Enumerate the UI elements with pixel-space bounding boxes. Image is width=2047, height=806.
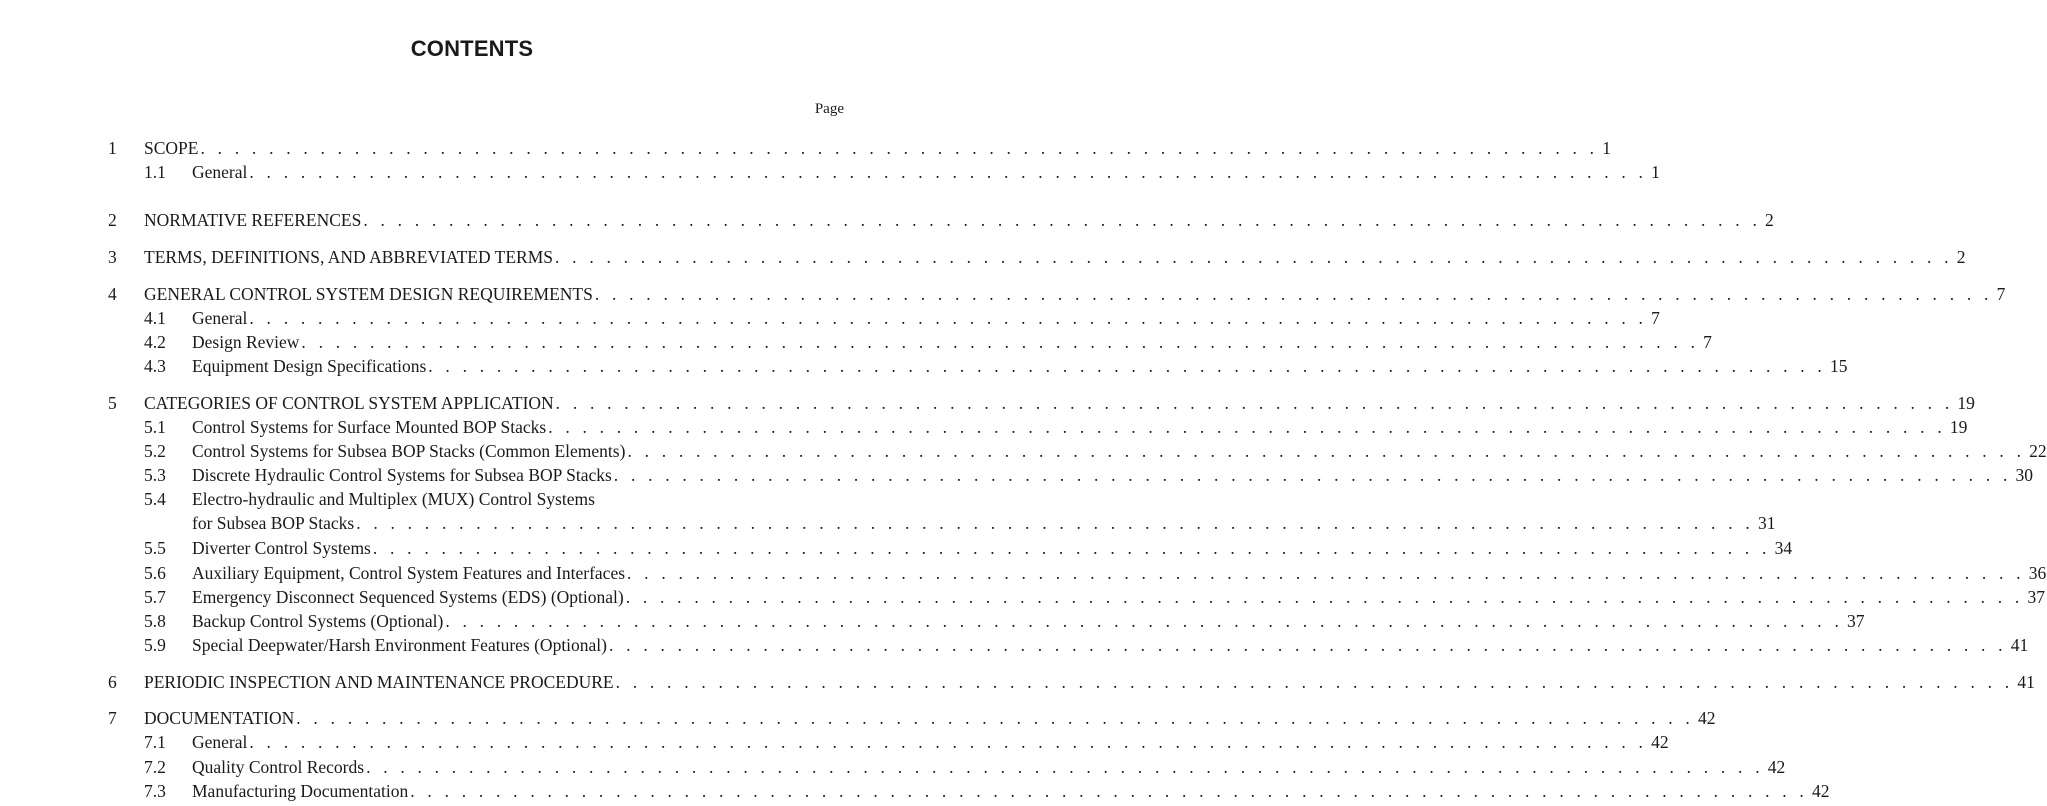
page-number: 37 [1847, 611, 1865, 631]
section-title: Manufacturing Documentation [192, 781, 409, 801]
toc-entry-4-3[interactable] [0, 354, 1848, 378]
toc-entry-4[interactable] [0, 282, 2006, 306]
toc-entry-4-1[interactable] [0, 306, 1660, 330]
toc-entry-7-3[interactable] [0, 779, 1830, 803]
toc-entry-4-2[interactable] [0, 330, 1712, 354]
toc-entry-5-8[interactable] [0, 609, 1865, 633]
section-number: 4 [108, 284, 117, 304]
dot-leader: . . . . . . . . . . . . . . . . . . . . . . . . . . . . . . . . . . . . . . . . . . . . . . . . . . . . . . . . . . . . . . . . . . . . . . . . . . . . . . . . . . [249, 162, 1648, 182]
dot-leader: . . . . . . . . . . . . . . . . . . . . . . . . . . . . . . . . . . . . . . . . . . . . . . . . . . . . . . . . . . . . . . . . . . . . . . . . . . . . . . . . . . [445, 611, 1844, 631]
toc-entry-5-2[interactable] [0, 439, 2047, 463]
dot-leader: . . . . . . . . . . . . . . . . . . . . . . . . . . . . . . . . . . . . . . . . . . . . . . . . . . . . . . . . . . . . . . . . . . . . . . . . . . . . . . . . . . [356, 513, 1754, 533]
dot-leader: . . . . . . . . . . . . . . . . . . . . . . . . . . . . . . . . . . . . . . . . . . . . . . . . . . . . . . . . . . . . . . . . . . . . . . . . . . . . . . . . . . [613, 465, 2012, 485]
section-title: TERMS, DEFINITIONS, AND ABBREVIATED TERMS [144, 247, 554, 267]
page-number: 37 [2027, 587, 2045, 607]
toc-entry-7[interactable] [0, 706, 1716, 730]
dot-leader: . . . . . . . . . . . . . . . . . . . . . . . . . . . . . . . . . . . . . . . . . . . . . . . . . . . . . . . . . . . . . . . . . . . . . . . . . . . . . . . . . . [372, 538, 1771, 558]
toc-entry-5-7[interactable] [0, 585, 2045, 609]
section-title-continued: for Subsea BOP Stacks [192, 513, 355, 533]
section-number: 5.8 [144, 611, 166, 631]
page-number: 36 [2028, 563, 2047, 583]
page-number: 15 [1830, 356, 1848, 376]
dot-leader: . . . . . . . . . . . . . . . . . . . . . . . . . . . . . . . . . . . . . . . . . . . . . . . . . . . . . . . . . . . . . . . . . . . . . . . . . . . . . . . . . . [627, 441, 2026, 461]
dot-leader: . . . . . . . . . . . . . . . . . . . . . . . . . . . . . . . . . . . . . . . . . . . . . . . . . . . . . . . . . . . . . . . . . . . . . . . . . . . . . . . . . . [625, 587, 2024, 607]
section-title: GENERAL CONTROL SYSTEM DESIGN REQUIREMENTS [144, 284, 593, 304]
page-number: 7 [1703, 332, 1712, 352]
dot-leader: . . . . . . . . . . . . . . . . . . . . . . . . . . . . . . . . . . . . . . . . . . . . . . . . . . . . . . . . . . . . . . . . . . . . . . . . . . . . . . . . . . [410, 781, 1808, 801]
section-title: Electro-hydraulic and Multiplex (MUX) Control Systems [192, 489, 595, 509]
toc-entry-5[interactable] [0, 391, 1975, 415]
section-number: 3 [108, 247, 117, 267]
section-number: 1.1 [144, 162, 166, 182]
section-title: CATEGORIES OF CONTROL SYSTEM APPLICATION [144, 393, 554, 413]
page-number: 7 [1996, 284, 2006, 304]
section-number: 5.1 [144, 417, 166, 437]
section-title: NORMATIVE REFERENCES [144, 210, 362, 230]
page-number: 42 [1698, 708, 1716, 728]
dot-leader: . . . . . . . . . . . . . . . . . . . . . . . . . . . . . . . . . . . . . . . . . . . . . . . . . . . . . . . . . . . . . . . . . . . . . . . . . . . . . . . . . . [296, 708, 1694, 728]
section-title: Equipment Design Specifications [192, 356, 427, 376]
dot-leader: . . . . . . . . . . . . . . . . . . . . . . . . . . . . . . . . . . . . . . . . . . . . . . . . . . . . . . . . . . . . . . . . . . . . . . . . . . . . . . . . . . [615, 672, 2014, 692]
section-number: 5.7 [144, 587, 166, 607]
section-title: Emergency Disconnect Sequenced Systems (EDS) (Optional) [192, 587, 624, 607]
page-number: 1 [1602, 138, 1611, 158]
section-number: 5.6 [144, 563, 166, 583]
toc-entry-3[interactable] [0, 245, 1966, 269]
toc-entry-5-5[interactable] [0, 536, 1793, 560]
toc-entry-2[interactable] [0, 208, 1774, 232]
section-number: 5.2 [144, 441, 166, 461]
toc-entry-5-4-continued[interactable] [0, 511, 1776, 535]
page-number: 2 [1956, 247, 1966, 267]
section-title: Design Review [192, 332, 300, 352]
section-number: 1 [108, 138, 117, 158]
page-number: 42 [1651, 732, 1669, 752]
section-number: 5.9 [144, 635, 166, 655]
dot-leader: . . . . . . . . . . . . . . . . . . . . . . . . . . . . . . . . . . . . . . . . . . . . . . . . . . . . . . . . . . . . . . . . . . . . . . . . . . . . . . . . . . [609, 635, 2007, 655]
section-number: 5.3 [144, 465, 166, 485]
dot-leader: . . . . . . . . . . . . . . . . . . . . . . . . . . . . . . . . . . . . . . . . . . . . . . . . . . . . . . . . . . . . . . . . . . . . . . . . . . . . . . . . . . [428, 356, 1826, 376]
dot-leader: . . . . . . . . . . . . . . . . . . . . . . . . . . . . . . . . . . . . . . . . . . . . . . . . . . . . . . . . . . . . . . . . . . . . . . . . . . . . . . . . . . [555, 393, 1954, 413]
section-title: General [192, 162, 248, 182]
page-number: 34 [1774, 538, 1793, 558]
section-number: 5 [108, 393, 117, 413]
dot-leader: . . . . . . . . . . . . . . . . . . . . . . . . . . . . . . . . . . . . . . . . . . . . . . . . . . . . . . . . . . . . . . . . . . . . . . . . . . . . . . . . . . [249, 308, 1648, 328]
dot-leader: . . . . . . . . . . . . . . . . . . . . . . . . . . . . . . . . . . . . . . . . . . . . . . . . . . . . . . . . . . . . . . . . . . . . . . . . . . . . . . . . . . [555, 247, 1953, 267]
page-number: 30 [2015, 465, 2034, 485]
section-title: General [192, 308, 248, 328]
page-number: 22 [2029, 441, 2047, 461]
toc-entry-5-6[interactable] [0, 561, 2047, 585]
section-title: General [192, 732, 248, 752]
page-number: 41 [2010, 635, 2029, 655]
dot-leader: . . . . . . . . . . . . . . . . . . . . . . . . . . . . . . . . . . . . . . . . . . . . . . . . . . . . . . . . . . . . . . . . . . . . . . . . . . . . . . . . . . [200, 138, 1599, 158]
section-title: Auxiliary Equipment, Control System Features and Interfaces [192, 563, 626, 583]
section-title: Control Systems for Subsea BOP Stacks (Common Elements) [192, 441, 626, 461]
page-number: 7 [1651, 308, 1660, 328]
toc-entry-1[interactable] [0, 136, 1611, 160]
page-column-header: Page [814, 101, 844, 117]
section-title: Control Systems for Surface Mounted BOP Stacks [192, 417, 547, 437]
page-title: CONTENTS [410, 36, 534, 61]
dot-leader: . . . . . . . . . . . . . . . . . . . . . . . . . . . . . . . . . . . . . . . . . . . . . . . . . . . . . . . . . . . . . . . . . . . . . . . . . . . . . . . . . . [366, 757, 1764, 777]
toc-entry-7-2[interactable] [0, 755, 1786, 779]
page-number: 1 [1651, 162, 1660, 182]
page-number: 41 [2017, 672, 2035, 692]
toc-entry-1-1[interactable] [0, 160, 1660, 184]
section-number: 7.3 [144, 781, 166, 801]
page-number: 2 [1765, 210, 1774, 230]
dot-leader: . . . . . . . . . . . . . . . . . . . . . . . . . . . . . . . . . . . . . . . . . . . . . . . . . . . . . . . . . . . . . . . . . . . . . . . . . . . . . . . . . . [627, 563, 2025, 583]
page-number: 19 [1957, 393, 1975, 413]
section-number: 4.2 [144, 332, 166, 352]
section-title: Discrete Hydraulic Control Systems for Subsea BOP Stacks [192, 465, 612, 485]
toc-entry-5-9[interactable] [0, 633, 2029, 657]
page-number: 42 [1812, 781, 1830, 801]
dot-leader: . . . . . . . . . . . . . . . . . . . . . . . . . . . . . . . . . . . . . . . . . . . . . . . . . . . . . . . . . . . . . . . . . . . . . . . . . . . . . . . . . . [249, 732, 1648, 752]
section-number: 4.3 [144, 356, 166, 376]
section-title: Special Deepwater/Harsh Environment Features (Optional) [192, 635, 608, 655]
section-title: Quality Control Records [192, 757, 365, 777]
section-number: 6 [108, 672, 117, 692]
section-number: 2 [108, 210, 117, 230]
page-number: 42 [1767, 757, 1786, 777]
page-number: 31 [1757, 513, 1776, 533]
page-number: 19 [1949, 417, 1968, 437]
section-title: DOCUMENTATION [144, 708, 295, 728]
section-number: 7.1 [144, 732, 166, 752]
section-title: Diverter Control Systems [192, 538, 371, 558]
toc-entry-5-1[interactable] [0, 415, 1968, 439]
section-title: PERIODIC INSPECTION AND MAINTENANCE PROCEDURE [144, 672, 614, 692]
section-number: 4.1 [144, 308, 166, 328]
toc-entry-5-3[interactable] [0, 463, 2034, 487]
dot-leader: . . . . . . . . . . . . . . . . . . . . . . . . . . . . . . . . . . . . . . . . . . . . . . . . . . . . . . . . . . . . . . . . . . . . . . . . . . . . . . . . . . [548, 417, 1946, 437]
section-title: SCOPE [144, 138, 199, 158]
dot-leader: . . . . . . . . . . . . . . . . . . . . . . . . . . . . . . . . . . . . . . . . . . . . . . . . . . . . . . . . . . . . . . . . . . . . . . . . . . . . . . . . . . [363, 210, 1762, 230]
section-number: 7.2 [144, 757, 166, 777]
dot-leader: . . . . . . . . . . . . . . . . . . . . . . . . . . . . . . . . . . . . . . . . . . . . . . . . . . . . . . . . . . . . . . . . . . . . . . . . . . . . . . . . . . [594, 284, 1993, 304]
section-number: 5.4 [144, 489, 166, 509]
section-title: Backup Control Systems (Optional) [192, 611, 444, 631]
toc-entry-6[interactable] [0, 670, 2035, 694]
section-number: 7 [108, 708, 117, 728]
dot-leader: . . . . . . . . . . . . . . . . . . . . . . . . . . . . . . . . . . . . . . . . . . . . . . . . . . . . . . . . . . . . . . . . . . . . . . . . . . . . . . . . . . [301, 332, 1700, 352]
toc-entry-7-1[interactable] [0, 730, 1669, 754]
toc-entry-5-4[interactable] [0, 487, 895, 511]
section-number: 5.5 [144, 538, 166, 558]
